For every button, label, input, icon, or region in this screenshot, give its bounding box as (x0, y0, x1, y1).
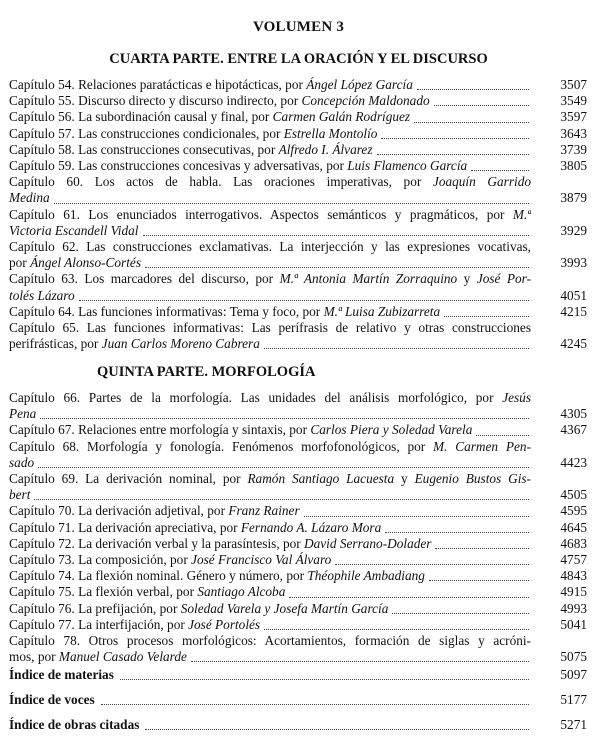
entry-text-line: Capítulo 78. Otros procesos morfológicos: Acortamientos, formación de siglas y acróni- (9, 633, 531, 649)
entry-author: Théophile Ambadiang (307, 568, 425, 584)
toc-entry[interactable] (9, 174, 587, 206)
entry-final-line (9, 255, 531, 271)
entry-final-line (9, 93, 531, 109)
entry-author: Concepción Maldonado (301, 93, 430, 109)
dot-leader (289, 597, 529, 598)
entry-text-fragment (9, 304, 440, 320)
dot-leader (392, 613, 529, 614)
entry-final-line (9, 223, 531, 239)
toc-entry[interactable] (9, 584, 587, 600)
toc-entry[interactable] (9, 617, 587, 633)
entry-final-line (9, 190, 531, 206)
page-number: 4683 (560, 535, 587, 551)
entry-author: Ángel López García (306, 77, 413, 92)
entry-author: tolés Lázaro (9, 287, 75, 303)
dot-leader (54, 203, 529, 204)
entry-author: Victoria Escandell Vidal (9, 222, 139, 238)
entry-text-fragment (9, 552, 331, 568)
entry-author: Estrella Montolío (283, 125, 378, 141)
entry-author: bert (9, 487, 31, 503)
toc-entry[interactable] (9, 126, 587, 142)
entry-title: Capítulo 74. La flexión nominal. Género y número, por (9, 568, 308, 584)
index-entry-materias[interactable] (9, 667, 587, 683)
entry-final-line (9, 455, 531, 471)
entry-title: Capítulo 71. La derivación apreciativa, por (9, 519, 241, 535)
toc-entry[interactable] (9, 109, 587, 125)
entry-author: Fernando A. Lázaro Mora (240, 519, 382, 535)
entry-text-fragment (9, 109, 410, 125)
page-number: 4843 (560, 568, 587, 584)
entry-author: Carmen Galán Rodríguez (272, 109, 411, 125)
dot-leader (264, 629, 529, 630)
toc-entry[interactable] (9, 568, 587, 584)
entry-text-fragment (9, 601, 388, 617)
dot-leader (145, 267, 529, 268)
page-number: 4305 (560, 406, 587, 422)
entry-final-line (9, 649, 531, 665)
part-title-cuarta: CUARTA PARTE. ENTRE LA ORACIÓN Y EL DISCURSO (109, 51, 488, 67)
entry-author: Manuel Casado Velarde (58, 649, 187, 665)
entry-title: Capítulo 64. Las funciones informativas: Tema y foco, por (9, 303, 324, 319)
toc-entry[interactable] (9, 271, 587, 303)
entry-text-fragment (9, 142, 373, 158)
index-entry-voces[interactable] (9, 692, 587, 708)
toc-entry[interactable] (9, 633, 587, 665)
entry-final-line (9, 601, 531, 617)
page-number: 4051 (560, 287, 587, 303)
entry-author: Juan Carlos Moreno Cabrera (101, 336, 260, 352)
page-number: 5271 (560, 717, 587, 732)
entry-text-line: Capítulo 66. Partes de la morfología. Las unidades del análisis morfológico, por Jesús (9, 390, 531, 405)
page-number: 4915 (560, 584, 587, 600)
toc-entry[interactable] (9, 601, 587, 617)
page-number: 5177 (560, 692, 587, 707)
toc-entry[interactable] (9, 422, 587, 438)
toc-entry[interactable] (9, 503, 587, 519)
entry-text-fragment (9, 288, 75, 304)
toc-entry[interactable] (9, 520, 587, 536)
toc-entry[interactable] (9, 552, 587, 568)
index-entry-obras-citadas[interactable] (9, 717, 587, 733)
dot-leader (429, 580, 529, 581)
entry-author: David Serrano-Dolader (304, 535, 432, 551)
toc-entry[interactable] (9, 390, 587, 422)
toc-entry[interactable] (9, 93, 587, 109)
dot-leader (385, 532, 529, 533)
entry-title: Capítulo 70. La derivación adjetival, por (9, 503, 229, 519)
entry-author: sado (9, 454, 35, 470)
entry-author: Santiago Alcoba (197, 584, 286, 600)
dot-leader (414, 122, 529, 123)
dot-leader (40, 418, 529, 419)
toc-entry[interactable] (9, 536, 587, 552)
entry-author: Carlos Piera y Soledad Varela (310, 422, 473, 438)
page-number: 3597 (560, 109, 587, 125)
entry-text-fragment (9, 487, 30, 503)
entry-text-fragment (9, 158, 467, 174)
page-number: 4245 (560, 336, 587, 352)
entry-text-fragment (9, 584, 285, 600)
toc-entry[interactable] (9, 304, 587, 320)
entry-text-fragment (9, 190, 50, 206)
entry-final-line (9, 304, 531, 320)
toc-entry[interactable] (9, 320, 587, 352)
part5-entry-list (9, 390, 587, 665)
dot-leader (143, 235, 530, 236)
entry-title: Capítulo 76. La prefijación, por (9, 600, 181, 616)
entry-author: M.ª Luisa Zubizarreta (323, 303, 441, 319)
entry-title: perifrásticas, por (9, 336, 102, 352)
part4-entry-list (9, 77, 587, 352)
entry-final-line (9, 406, 531, 422)
entry-text-fragment (9, 336, 260, 352)
entry-text-line: Capítulo 62. Las construcciones exclamativas. La interjección y las expresiones vocativas, (9, 239, 531, 255)
entry-text-fragment (9, 223, 139, 239)
entry-text-fragment (9, 455, 34, 471)
volume-heading: VOLUMEN 3 (252, 19, 345, 35)
dot-leader (120, 679, 529, 680)
entry-title: Capítulo 54. Relaciones paratácticas e hipotácticas, por (9, 77, 307, 92)
entry-text-line: Capítulo 69. La derivación nominal, por Ramón Santiago Lacuesta y Eugenio Bustos Gis- (9, 471, 531, 487)
page-number: 3739 (560, 141, 587, 157)
dot-leader (304, 516, 529, 517)
page-number: 4367 (560, 422, 587, 438)
page-number: 4215 (560, 303, 587, 319)
dot-leader (145, 729, 529, 730)
page-number: 4505 (560, 487, 587, 503)
part-title-quinta: QUINTA PARTE. MORFOLOGÍA (97, 364, 316, 380)
entry-text-fragment (9, 406, 36, 422)
dot-leader (34, 499, 529, 500)
entry-final-line (9, 584, 531, 600)
page-number: 5041 (560, 616, 587, 632)
dot-leader (434, 105, 529, 106)
entry-final-line (9, 568, 531, 584)
dot-leader (335, 564, 529, 565)
entry-final-line (9, 142, 531, 158)
entry-text-fragment (9, 77, 413, 93)
toc-entry[interactable] (9, 471, 587, 503)
entry-text-fragment (9, 568, 425, 584)
entry-final-line (9, 158, 531, 174)
entry-author: Pena (9, 406, 37, 422)
entry-author: José Francisco Val Álvaro (191, 552, 332, 568)
dot-leader (38, 467, 529, 468)
entry-final-line (9, 422, 531, 438)
entry-text-fragment (9, 422, 472, 438)
entry-final-line (9, 520, 531, 536)
page-number: 3643 (560, 125, 587, 141)
index-label: Índice de obras citadas (9, 717, 140, 732)
entry-text-line: Capítulo 63. Los marcadores del discurso, por M.ª Antonia Martín Zorraquino y José Por- (9, 271, 531, 287)
entry-final-line (9, 617, 531, 633)
entry-final-line (9, 487, 531, 503)
entry-final-line (9, 552, 531, 568)
dot-leader (417, 89, 529, 90)
dot-leader (101, 704, 529, 705)
dot-leader (264, 348, 529, 349)
dot-leader (435, 548, 529, 549)
page-number: 3507 (560, 77, 587, 92)
index-label: Índice de materias (9, 667, 114, 682)
toc-entry[interactable] (9, 142, 587, 158)
toc-entry[interactable] (9, 439, 587, 471)
entry-text-fragment (9, 649, 187, 665)
page-number: 4993 (560, 600, 587, 616)
entry-text-fragment (9, 93, 430, 109)
entry-final-line (9, 336, 531, 352)
dot-leader (444, 316, 529, 317)
index-label: Índice de voces (9, 692, 95, 707)
page-number: 3929 (560, 222, 587, 238)
entry-final-line (9, 536, 531, 552)
entry-text-fragment (9, 536, 431, 552)
entry-title: por (9, 255, 31, 271)
entry-author: José Portolés (188, 616, 261, 632)
entry-text-fragment (9, 126, 377, 142)
entry-author: Ángel Alonso-Cortés (30, 255, 141, 271)
page-number: 4423 (560, 454, 587, 470)
toc-entry[interactable] (9, 158, 587, 174)
toc-entry[interactable] (9, 77, 587, 93)
entry-final-line (9, 503, 531, 519)
dot-leader (191, 661, 529, 662)
entry-title: Capítulo 59. Las construcciones concesivas y adversativas, por (9, 158, 348, 174)
entry-final-line (9, 288, 531, 304)
page-number: 5075 (560, 649, 587, 665)
entry-author: Soledad Varela y Josefa Martín García (180, 600, 389, 616)
entry-text-fragment (9, 503, 300, 519)
page-number: 4645 (560, 519, 587, 535)
entry-title: Capítulo 73. La composición, por (9, 552, 192, 568)
page-number: 3879 (560, 190, 587, 206)
entry-title: Capítulo 67. Relaciones entre morfología y sintaxis, por (9, 422, 311, 438)
dot-leader (381, 138, 529, 139)
page-number: 5097 (560, 667, 587, 682)
entry-final-line (9, 77, 531, 93)
entry-title: Capítulo 58. Las construcciones consecutivas, por (9, 141, 279, 157)
entry-final-line (9, 126, 531, 142)
page-number: 3993 (560, 255, 587, 271)
entry-text-line: Capítulo 65. Las funciones informativas: Las perífrasis de relativo y otras construcciones (9, 320, 531, 336)
dot-leader (471, 170, 529, 171)
dot-leader (79, 300, 529, 301)
entry-text-line: Capítulo 68. Morfología y fonología. Fenómenos morfofonológicos, por M. Carmen Pen- (9, 438, 531, 454)
entry-text-fragment (9, 617, 260, 633)
entry-text-line: Capítulo 61. Los enunciados interrogativos. Aspectos semánticos y pragmáticos, por M.ª (9, 206, 531, 222)
dot-leader (476, 435, 529, 436)
toc-entry[interactable] (9, 239, 587, 271)
entry-title: Capítulo 72. La derivación verbal y la parasíntesis, por (9, 535, 305, 551)
entry-author: Alfredo I. Álvarez (278, 141, 373, 157)
entry-author: Franz Rainer (228, 503, 300, 519)
entry-title: Capítulo 55. Discurso directo y discurso indirecto, por (9, 93, 302, 109)
entry-title: Capítulo 56. La subordinación causal y final, por (9, 109, 273, 125)
entry-author: Medina (9, 190, 50, 206)
entry-title: Capítulo 75. La flexión verbal, por (9, 584, 198, 600)
entry-author: Luis Flamenco García (347, 158, 468, 174)
page-number: 3549 (560, 93, 587, 109)
entry-text-line: Capítulo 60. Los actos de habla. Las oraciones imperativas, por Joaquín Garrido (9, 174, 531, 190)
dot-leader (377, 154, 530, 155)
toc-entry[interactable] (9, 207, 587, 239)
entry-title: Capítulo 57. Las construcciones condicionales, por (9, 125, 284, 141)
entry-text-fragment (9, 520, 381, 536)
entry-text-fragment (9, 255, 141, 271)
entry-title: Capítulo 77. La interfijación, por (9, 616, 189, 632)
page-number: 3805 (560, 158, 587, 174)
entry-final-line (9, 109, 531, 125)
entry-title: mos, por (9, 649, 59, 665)
page-number: 4595 (560, 503, 587, 519)
page-number: 4757 (560, 552, 587, 568)
